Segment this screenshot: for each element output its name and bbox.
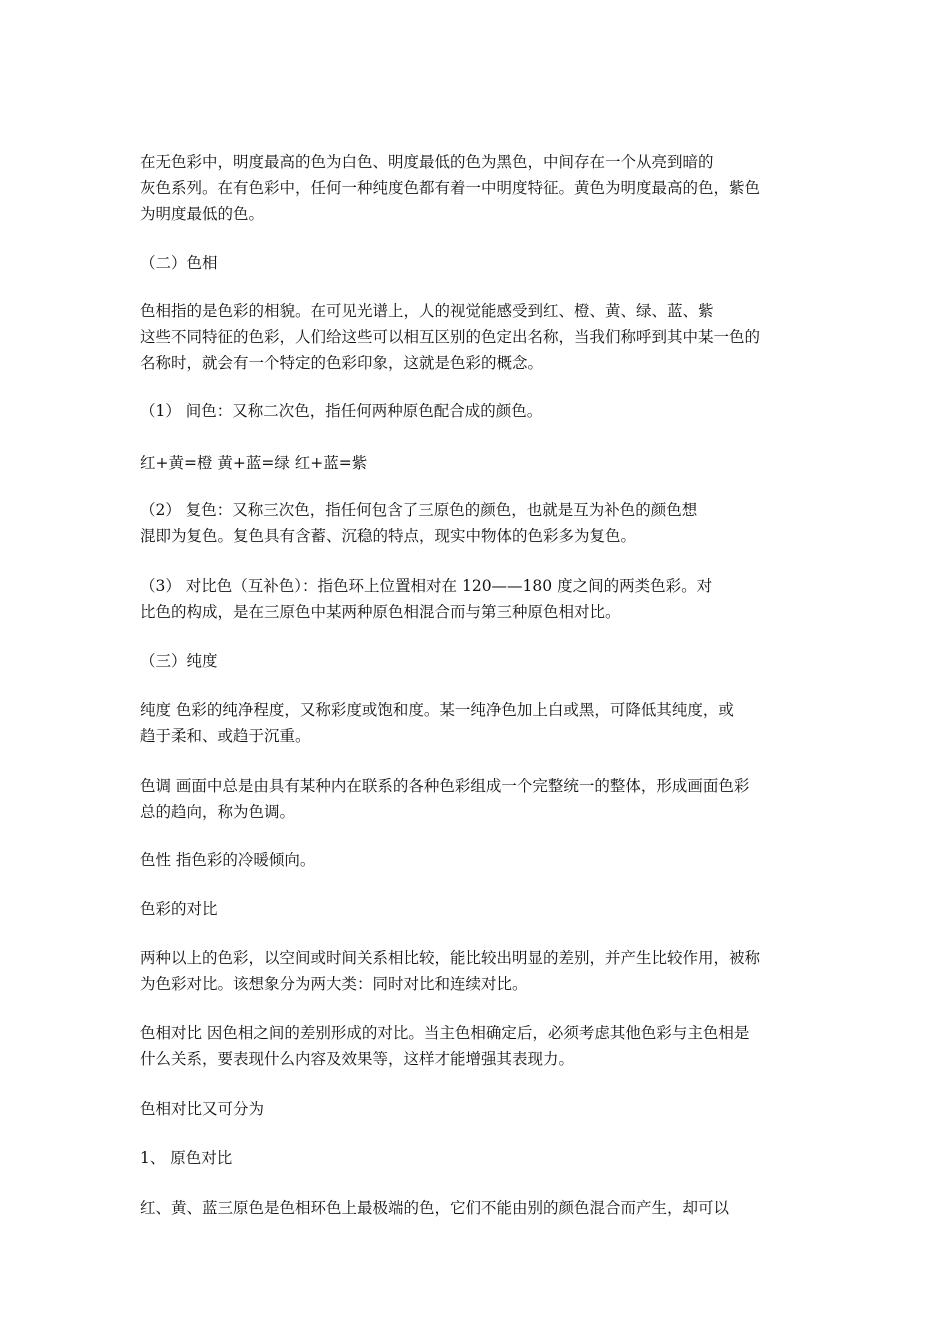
paragraph-color-temperature — [140, 847, 820, 873]
text-line: （三）纯度 — [140, 652, 218, 670]
section-heading-contrast — [140, 896, 820, 922]
text-line: 比色的构成，是在三原色中某两种原色相混合而与第三种原色相对比。 — [140, 603, 621, 621]
paragraph-tertiary-color — [140, 497, 820, 549]
paragraph-purity — [140, 697, 820, 749]
text-line: （1） 间色：又称二次色，指任何两种原色配合成的颜色。 — [140, 402, 543, 420]
text-line: 色彩的对比 — [140, 900, 218, 918]
paragraph-mixing-formula — [140, 450, 820, 476]
text-line: 混即为复色。复色具有含蓄、沉稳的特点，现实中物体的色彩多为复色。 — [140, 527, 637, 545]
text-line: 两种以上的色彩，以空间或时间关系相比较，能比较出明显的差别，并产生比较作用，被称 — [140, 949, 761, 967]
section-heading-hue — [140, 250, 820, 276]
paragraph-hue — [140, 298, 820, 376]
text-line: 趋于柔和、或趋于沉重。 — [140, 727, 311, 745]
paragraph-complementary-color — [140, 573, 820, 625]
text-line: （2） 复色：又称三次色，指任何包含了三原色的颜色，也就是互为补色的颜色想 — [140, 501, 698, 519]
text-line: 这些不同特征的色彩，人们给这些可以相互区别的色定出名称，当我们称呼到其中某一色的 — [140, 328, 761, 346]
text-line: 红、黄、蓝三原色是色相环色上最极端的色，它们不能由别的颜色混合而产生，却可以 — [140, 1199, 730, 1217]
text-line: 纯度 色彩的纯净程度，又称彩度或饱和度。某一纯净色加上白或黑，可降低其纯度，或 — [140, 701, 734, 719]
paragraph-hue-contrast-types — [140, 1096, 820, 1122]
text-line: （3） 对比色（互补色）：指色环上位置相对在 120——180 度之间的两类色彩。对 — [140, 577, 713, 595]
text-line: 名称时，就会有一个特定的色彩印象，这就是色彩的概念。 — [140, 354, 544, 372]
text-line: 为色彩对比。该想象分为两大类：同时对比和连续对比。 — [140, 975, 528, 993]
paragraph-secondary-color — [140, 398, 820, 424]
text-line: 灰色系列。在有色彩中，任何一种纯度色都有着一中明度特征。黄色为明度最高的色，紫色 — [140, 179, 761, 197]
text-line: 色性 指色彩的冷暖倾向。 — [140, 851, 316, 869]
text-line: 色调 画面中总是由具有某种内在联系的各种色彩组成一个完整统一的整体，形成画面色彩 — [140, 777, 750, 795]
paragraph-tone — [140, 773, 820, 825]
paragraph-contrast — [140, 945, 820, 997]
paragraph-hue-contrast — [140, 1020, 820, 1072]
text-line: 总的趋向，称为色调。 — [140, 803, 296, 821]
text-line: 色相对比 因色相之间的差别形成的对比。当主色相确定后，必须考虑其他色彩与主色相是 — [140, 1024, 750, 1042]
text-line: 1、 原色对比 — [140, 1149, 233, 1167]
text-line: 在无色彩中，明度最高的色为白色、明度最低的色为黑色，中间存在一个从亮到暗的 — [140, 153, 714, 171]
list-item-primary-contrast — [140, 1145, 820, 1171]
text-line: 什么关系，要表现什么内容及效果等，这样才能增强其表现力。 — [140, 1050, 575, 1068]
text-line: 色相指的是色彩的相貌。在可见光谱上，人的视觉能感受到红、橙、黄、绿、蓝、紫 — [140, 302, 714, 320]
text-line: 色相对比又可分为 — [140, 1100, 265, 1118]
text-line: （二）色相 — [140, 254, 218, 272]
text-line: 红+黄=橙 黄+蓝=绿 红+蓝=紫 — [140, 454, 368, 472]
paragraph-lightness — [140, 149, 820, 227]
text-line: 为明度最低的色。 — [140, 205, 265, 223]
section-heading-purity — [140, 648, 820, 674]
paragraph-primary-colors — [140, 1195, 820, 1221]
